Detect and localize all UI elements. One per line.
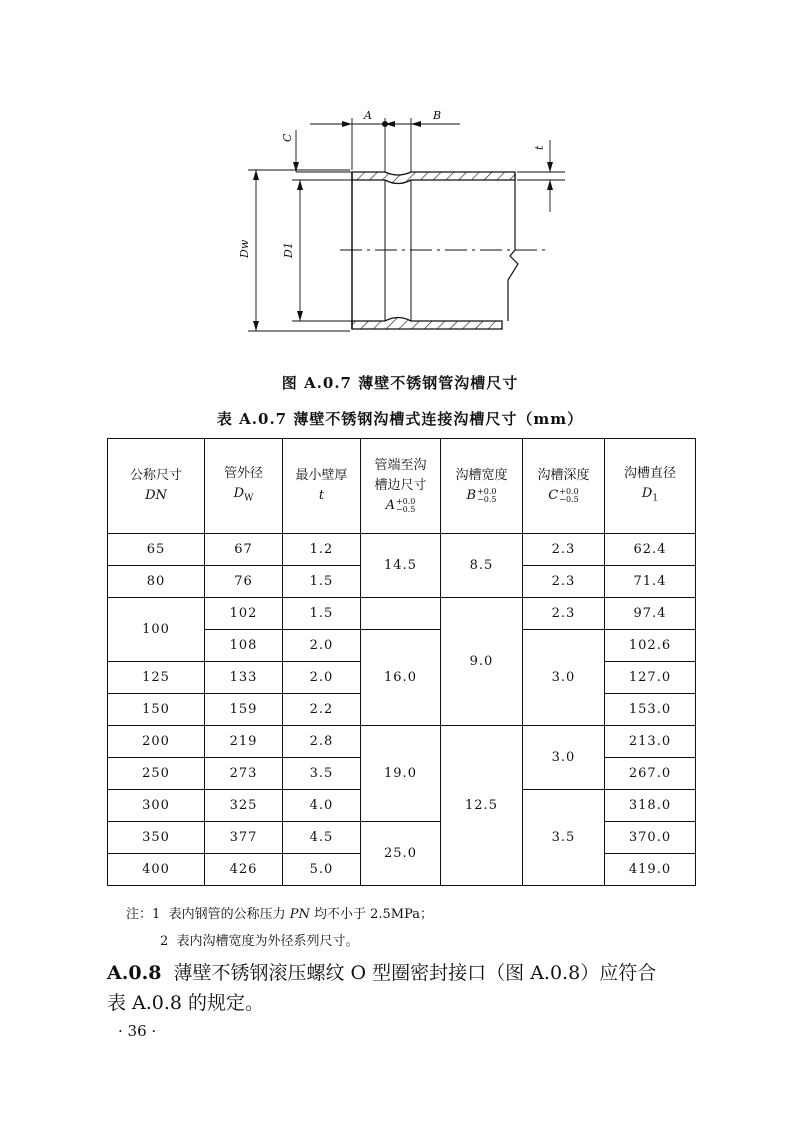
cell-t: 5.0 <box>283 854 361 886</box>
table-header-row <box>108 439 696 534</box>
groove-dimension-table <box>107 438 696 886</box>
groove-dimension-figure <box>220 100 580 350</box>
d1-dimension <box>282 180 352 321</box>
cell-dw: 67 <box>205 534 283 566</box>
cell-t: 4.0 <box>283 790 361 822</box>
svg-text:D1: D1 <box>282 242 295 258</box>
cell-dn: 350 <box>108 822 205 854</box>
cell-d1: 62.4 <box>605 534 696 566</box>
svg-text:A: A <box>364 109 372 122</box>
cell-t: 2.0 <box>283 662 361 694</box>
cell-dn: 200 <box>108 726 205 758</box>
cell-t: 2.0 <box>283 630 361 662</box>
cell-dn: 150 <box>108 694 205 726</box>
cell-d1: 97.4 <box>605 598 696 630</box>
cell-d1: 102.6 <box>605 630 696 662</box>
cell-b: 12.5 <box>441 726 523 886</box>
cell-t: 2.2 <box>283 694 361 726</box>
ab-dimension <box>310 109 460 172</box>
t-dimension <box>517 140 565 212</box>
note-1: 注：1 表内钢管的公称压力 PN 均不小于 2.5MPa； <box>126 907 434 922</box>
table-row <box>108 598 696 630</box>
cell-t: 3.5 <box>283 758 361 790</box>
cell-d1: 127.0 <box>605 662 696 694</box>
cell-t: 1.5 <box>283 598 361 630</box>
paragraph-a08: A.0.8 薄壁不锈钢滚压螺纹 O 型圈密封接口（图 A.0.8）应符合 表 A.0.8 的规定。 <box>107 962 657 1014</box>
header-t: 最小壁厚 t <box>283 439 361 534</box>
pipe-top-wall <box>352 172 515 184</box>
table-caption: 表 A.0.7 薄壁不锈钢沟槽式连接沟槽尺寸（mm） <box>216 410 584 428</box>
header-a: 管端至沟 槽边尺寸 A+0.0 −0.5 <box>361 439 441 534</box>
header-b: 沟槽宽度 B+0.0 −0.5 <box>441 439 523 534</box>
cell-c: 2.3 <box>523 566 605 598</box>
svg-text:C: C <box>281 133 294 142</box>
svg-text:B: B <box>433 109 442 122</box>
note-2: 2 表内沟槽宽度为外径系列尺寸。 <box>160 934 359 949</box>
cell-d1: 71.4 <box>605 566 696 598</box>
cell-c: 2.3 <box>523 598 605 630</box>
cell-dw: 159 <box>205 694 283 726</box>
cell-dw: 133 <box>205 662 283 694</box>
cell-dn: 400 <box>108 854 205 886</box>
cell-d1: 267.0 <box>605 758 696 790</box>
cell-dw: 219 <box>205 726 283 758</box>
cell-d1: 318.0 <box>605 790 696 822</box>
cell-dn: 65 <box>108 534 205 566</box>
cell-a: 16.0 <box>361 630 441 726</box>
cell-dn: 250 <box>108 758 205 790</box>
cell-dw: 377 <box>205 822 283 854</box>
cell-dw: 76 <box>205 566 283 598</box>
cell-c: 3.0 <box>523 726 605 790</box>
cell-d1: 153.0 <box>605 694 696 726</box>
cell-dn: 300 <box>108 790 205 822</box>
table-row <box>108 822 696 854</box>
pipe-bottom-wall <box>352 318 502 330</box>
c-dimension <box>281 130 385 172</box>
cell-d1: 419.0 <box>605 854 696 886</box>
header-c: 沟槽深度 C+0.0 −0.5 <box>523 439 605 534</box>
cell-c: 3.0 <box>523 630 605 726</box>
cell-dn: 125 <box>108 662 205 694</box>
cell-d1: 370.0 <box>605 822 696 854</box>
cell-t: 1.5 <box>283 566 361 598</box>
cell-d1: 213.0 <box>605 726 696 758</box>
cell-dw: 325 <box>205 790 283 822</box>
cell-dn: 80 <box>108 566 205 598</box>
cell-t: 2.8 <box>283 726 361 758</box>
cell-a: 19.0 <box>361 726 441 822</box>
cell-t: 1.2 <box>283 534 361 566</box>
cell-a: 25.0 <box>361 822 441 886</box>
cell-dw: 102 <box>205 598 283 630</box>
cell-t: 4.5 <box>283 822 361 854</box>
header-dn: 公称尺寸 DN <box>108 439 205 534</box>
header-d1: 沟槽直径 $D_1$ <box>605 439 696 534</box>
cell-c: 3.5 <box>523 790 605 886</box>
cell-a: 14.5 <box>361 534 441 598</box>
cell-c: 2.3 <box>523 534 605 566</box>
page-number: · 36 · <box>118 1022 157 1040</box>
cell-dw: 108 <box>205 630 283 662</box>
header-dw: 管外径 $D_W$ <box>205 439 283 534</box>
cell-dn: 100 <box>108 598 205 662</box>
break-line <box>508 172 518 321</box>
svg-text:t: t <box>533 145 546 150</box>
cell-a-empty <box>361 598 441 630</box>
table-row <box>108 534 696 566</box>
cell-dw: 273 <box>205 758 283 790</box>
table-row <box>108 726 696 758</box>
figure-caption: 图 A.0.7 薄壁不锈钢管沟槽尺寸 <box>281 374 519 392</box>
cell-dw: 426 <box>205 854 283 886</box>
clause-number: A.0.8 <box>107 962 162 984</box>
svg-text:Dw: Dw <box>238 239 251 258</box>
cell-b: 9.0 <box>441 598 523 726</box>
cell-b: 8.5 <box>441 534 523 598</box>
